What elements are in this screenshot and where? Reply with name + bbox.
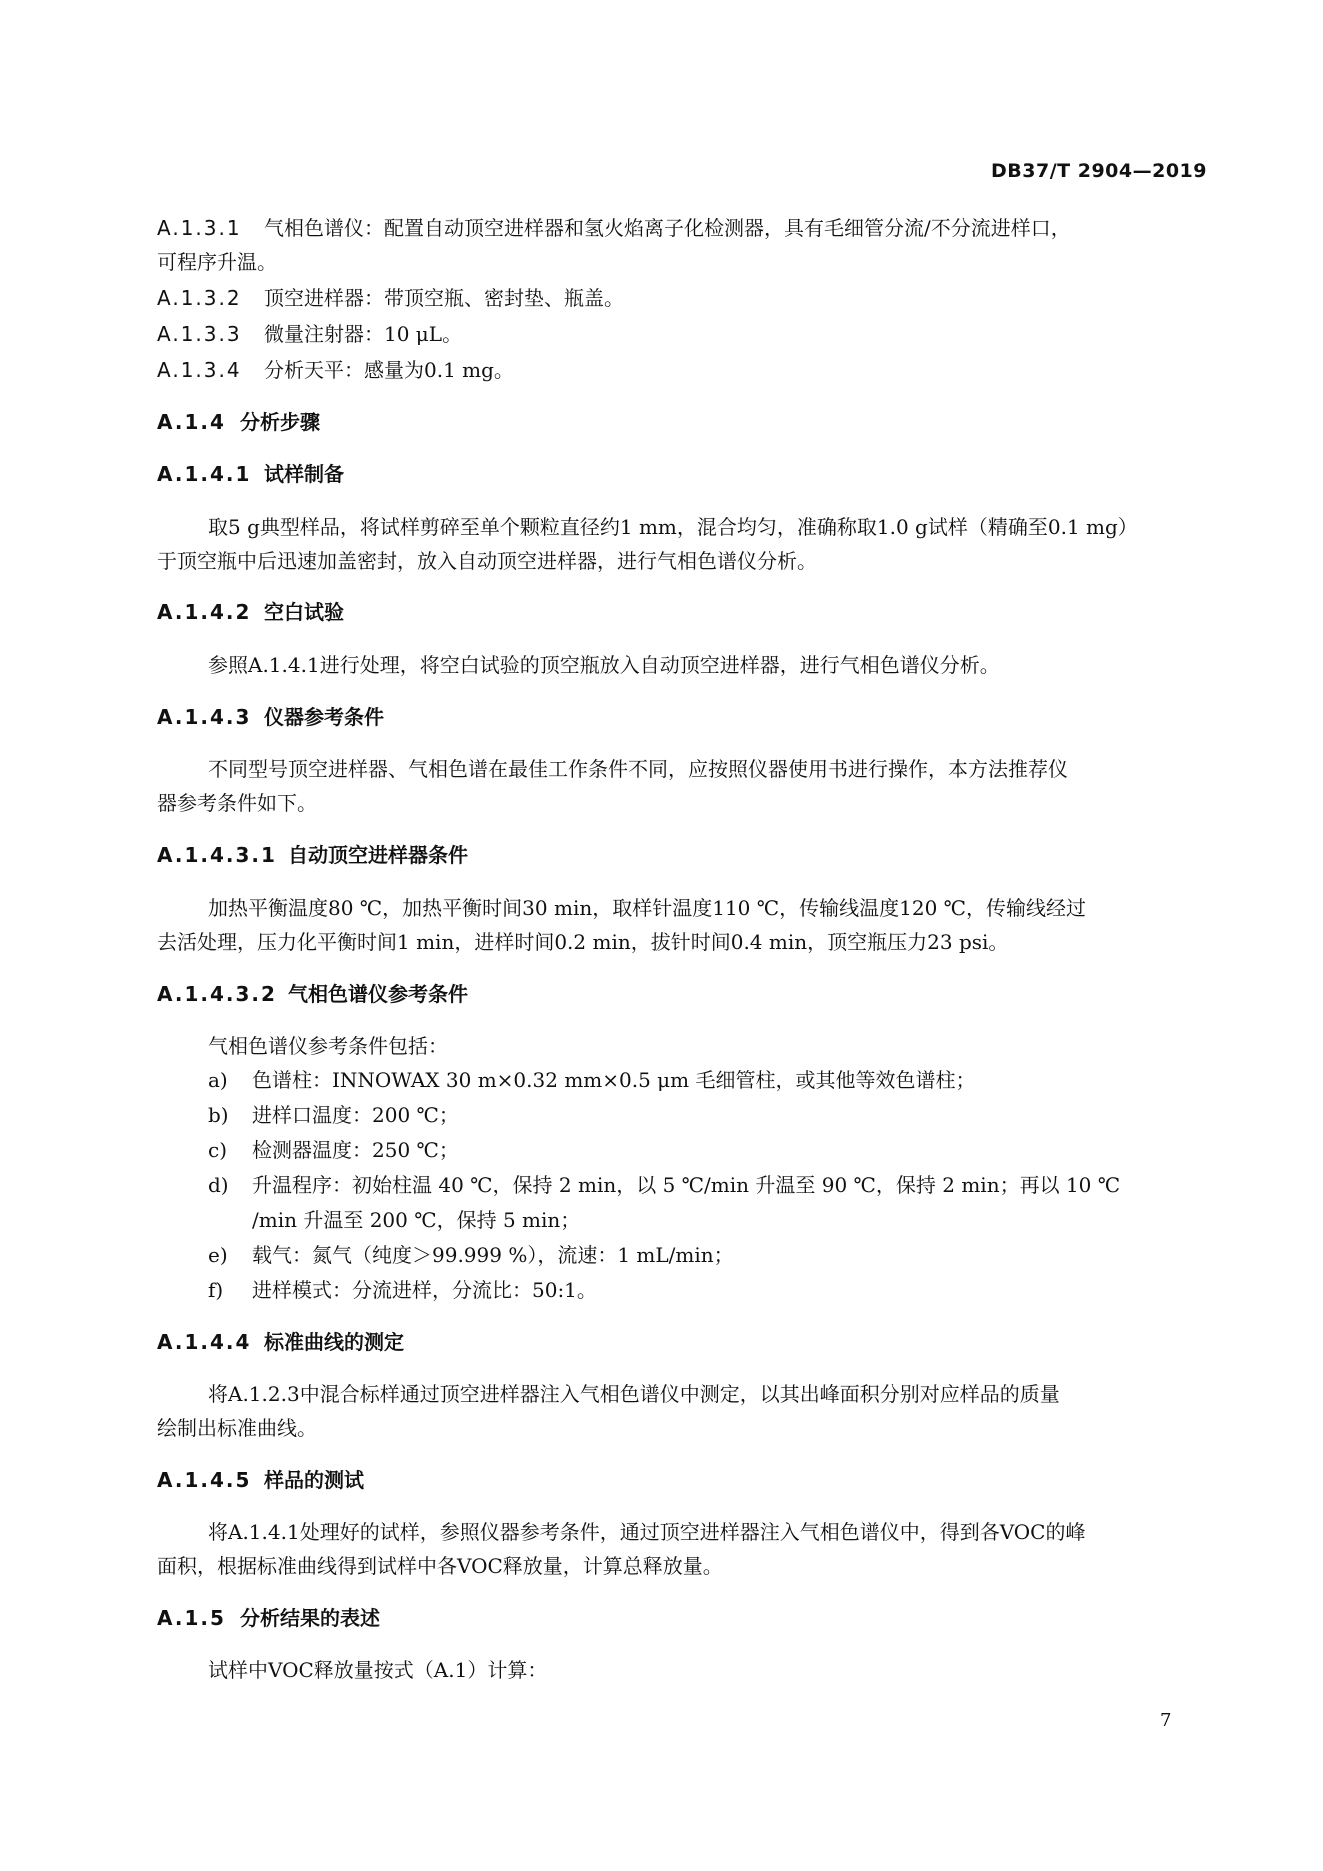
clause-text: 微量注射器：10 μL。 bbox=[264, 322, 463, 346]
clause-number: A.1.3.2 bbox=[157, 286, 242, 310]
paragraph-cont: 面积，根据标准曲线得到试样中各VOC释放量，计算总释放量。 bbox=[157, 1554, 723, 1578]
clause-a131-cont: 可程序升温。 bbox=[157, 250, 277, 274]
list-item: 进样模式：分流进样，分流比：50:1。 bbox=[252, 1278, 597, 1302]
clause-number: A.1.3.4 bbox=[157, 358, 242, 382]
list-item: 进样口温度：200 ℃； bbox=[252, 1103, 459, 1127]
section-heading-a1431 bbox=[157, 843, 468, 867]
list-item-label: a) bbox=[208, 1068, 228, 1092]
list-item: 升温程序：初始柱温 40 ℃，保持 2 min，以 5 ℃/min 升温至 90 ℃，保持 2 min；再以 10 ℃ bbox=[252, 1173, 1121, 1197]
page-number: 7 bbox=[1160, 1710, 1172, 1731]
paragraph: 参照A.1.4.1进行处理，将空白试验的顶空瓶放入自动顶空进样器，进行气相色谱仪分析。 bbox=[208, 653, 1000, 677]
section-title: 自动顶空进样器条件 bbox=[288, 843, 468, 867]
section-number: A.1.5 bbox=[157, 1606, 226, 1630]
list-item: 检测器温度：250 ℃； bbox=[252, 1138, 459, 1162]
paragraph-cont: 绘制出标准曲线。 bbox=[157, 1416, 317, 1440]
section-title: 试样制备 bbox=[264, 462, 344, 486]
clause-text: 顶空进样器：带顶空瓶、密封垫、瓶盖。 bbox=[264, 286, 624, 310]
paragraph-cont: 于顶空瓶中后迅速加盖密封，放入自动顶空进样器，进行气相色谱仪分析。 bbox=[157, 549, 817, 573]
list-item-label: f) bbox=[208, 1278, 224, 1302]
paragraph-cont: 去活处理，压力化平衡时间1 min，进样时间0.2 min，拔针时间0.4 min，顶空瓶压力23 psi。 bbox=[157, 930, 1009, 954]
list-item-cont: /min 升温至 200 ℃，保持 5 min； bbox=[252, 1208, 581, 1232]
section-heading-a141 bbox=[157, 462, 344, 486]
paragraph: 取5 g典型样品，将试样剪碎至单个颗粒直径约1 mm，混合均匀，准确称取1.0 g试样（精确至0.1 mg） bbox=[208, 515, 1138, 539]
section-title: 样品的测试 bbox=[264, 1468, 364, 1492]
paragraph: 不同型号顶空进样器、气相色谱在最佳工作条件不同，应按照仪器使用书进行操作，本方法推荐仪 bbox=[208, 757, 1068, 781]
section-heading-a14 bbox=[157, 410, 320, 434]
section-number: A.1.4.4 bbox=[157, 1330, 252, 1354]
document-code: DB37/T 2904—2019 bbox=[991, 160, 1207, 182]
section-number: A.1.4.1 bbox=[157, 462, 252, 486]
clause-a131 bbox=[157, 216, 1071, 240]
section-title: 标准曲线的测定 bbox=[264, 1330, 404, 1354]
clause-text: 分析天平：感量为0.1 mg。 bbox=[264, 358, 514, 382]
clause-text: 气相色谱仪：配置自动顶空进样器和氢火焰离子化检测器，具有毛细管分流/不分流进样口， bbox=[264, 216, 1071, 240]
paragraph: 将A.1.4.1处理好的试样，参照仪器参考条件，通过顶空进样器注入气相色谱仪中，得到各VOC的峰 bbox=[208, 1520, 1086, 1544]
list-item-label: b) bbox=[208, 1103, 229, 1127]
clause-a132 bbox=[157, 286, 624, 310]
section-heading-a145 bbox=[157, 1468, 364, 1492]
list-item-label: d) bbox=[208, 1173, 229, 1197]
section-number: A.1.4 bbox=[157, 410, 226, 434]
section-title: 分析步骤 bbox=[240, 410, 320, 434]
section-heading-a143 bbox=[157, 705, 384, 729]
section-title: 仪器参考条件 bbox=[264, 705, 384, 729]
section-heading-a144 bbox=[157, 1330, 404, 1354]
paragraph: 试样中VOC释放量按式（A.1）计算： bbox=[208, 1658, 548, 1682]
section-number: A.1.4.2 bbox=[157, 600, 252, 624]
list-item: 载气：氮气（纯度＞99.999 %），流速：1 mL/min； bbox=[252, 1243, 734, 1267]
list-item-label: e) bbox=[208, 1243, 228, 1267]
paragraph: 气相色谱仪参考条件包括： bbox=[208, 1034, 448, 1058]
section-title: 气相色谱仪参考条件 bbox=[288, 982, 468, 1006]
section-number: A.1.4.3.2 bbox=[157, 982, 277, 1006]
list-item-label: c) bbox=[208, 1138, 228, 1162]
section-number: A.1.4.3.1 bbox=[157, 843, 277, 867]
section-title: 空白试验 bbox=[264, 600, 344, 624]
clause-a134 bbox=[157, 358, 514, 382]
section-number: A.1.4.3 bbox=[157, 705, 252, 729]
list-item: 色谱柱：INNOWAX 30 m×0.32 mm×0.5 μm 毛细管柱，或其他等效色谱柱； bbox=[252, 1068, 976, 1092]
paragraph: 将A.1.2.3中混合标样通过顶空进样器注入气相色谱仪中测定，以其出峰面积分别对应样品的质量 bbox=[208, 1382, 1060, 1406]
section-title: 分析结果的表述 bbox=[240, 1606, 380, 1630]
clause-a133 bbox=[157, 322, 462, 346]
paragraph: 加热平衡温度80 ℃，加热平衡时间30 min，取样针温度110 ℃，传输线温度120 ℃，传输线经过 bbox=[208, 896, 1087, 920]
section-number: A.1.4.5 bbox=[157, 1468, 252, 1492]
clause-number: A.1.3.3 bbox=[157, 322, 242, 346]
section-heading-a142 bbox=[157, 600, 344, 624]
paragraph-cont: 器参考条件如下。 bbox=[157, 791, 317, 815]
clause-number: A.1.3.1 bbox=[157, 216, 242, 240]
section-heading-a15 bbox=[157, 1606, 380, 1630]
section-heading-a1432 bbox=[157, 982, 468, 1006]
